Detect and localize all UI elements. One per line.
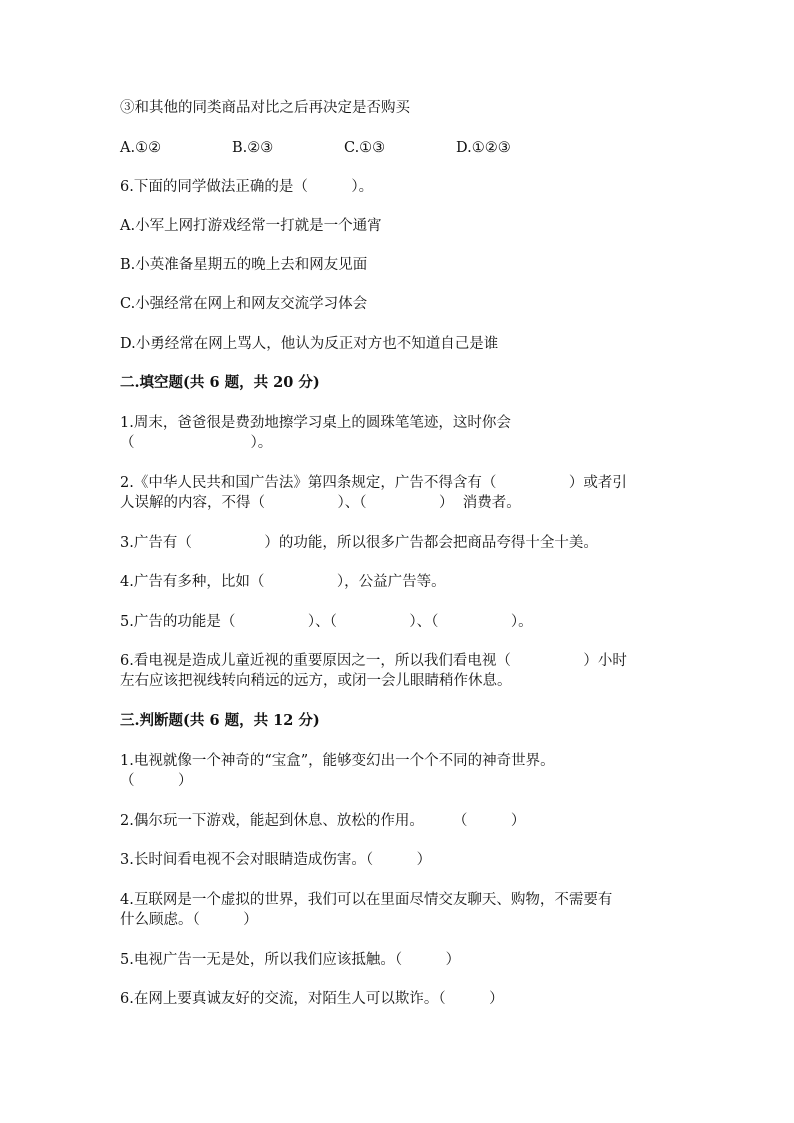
fill-blank-6-line1: 6.看电视是造成儿童近视的重要原因之一，所以我们看电视（ ）小时 — [120, 653, 627, 669]
fill-blank-2-line1: 2.《中华人民共和国广告法》第四条规定，广告不得含有（ ）或者引 — [120, 475, 627, 491]
q5-option-b: B.②③ — [232, 140, 274, 156]
q6-option-b: B.小英准备星期五的晚上去和网友见面 — [120, 257, 368, 273]
q5-option-statement-3: ③和其他的同类商品对比之后再决定是否购买 — [120, 100, 410, 116]
true-false-1-line1: 1.电视就像一个神奇的“宝盒”，能够变幻出一个个不同的神奇世界。 — [120, 753, 555, 769]
q5-option-c: C.①③ — [344, 140, 386, 156]
true-false-4-line1: 4.互联网是一个虚拟的世界，我们可以在里面尽情交友聊天、购物，不需要有 — [120, 892, 613, 908]
true-false-3: 3.长时间看电视不会对眼睛造成伤害。（ ） — [120, 852, 432, 868]
fill-blank-3: 3.广告有（ ）的功能，所以很多广告都会把商品夸得十全十美。 — [120, 535, 598, 551]
fill-blank-1-line1: 1.周末，爸爸很是费劲地擦学习桌上的圆珠笔笔迹，这时你会 — [120, 415, 511, 431]
true-false-2: 2.偶尔玩一下游戏，能起到休息、放松的作用。 （ ） — [120, 813, 526, 829]
section-2-heading: 二.填空题(共 6 题，共 20 分) — [120, 374, 320, 391]
fill-blank-6-line2: 左右应该把视线转向稍远的远方，或闭一会儿眼睛稍作休息。 — [120, 673, 512, 689]
true-false-6: 6.在网上要真诚友好的交流，对陌生人可以欺诈。（ ） — [120, 991, 504, 1007]
fill-blank-1-line2: （ ）。 — [120, 435, 273, 451]
true-false-4-line2: 什么顾虑。（ ） — [120, 912, 258, 928]
true-false-1-line2: （ ） — [120, 773, 193, 789]
q5-option-d: D.①②③ — [456, 140, 511, 156]
q6-option-a: A.小军上网打游戏经常一打就是一个通宵 — [120, 218, 382, 234]
fill-blank-2-line2: 人误解的内容，不得（ ）、（ ） 消费者。 — [120, 495, 521, 511]
true-false-5: 5.电视广告一无是处，所以我们应该抵触。（ ） — [120, 952, 461, 968]
section-3-heading: 三.判断题(共 6 题，共 12 分) — [120, 712, 320, 729]
q5-answer-options — [120, 138, 680, 158]
fill-blank-4: 4.广告有多种，比如（ ），公益广告等。 — [120, 574, 446, 590]
q6-option-c: C.小强经常在网上和网友交流学习体会 — [120, 296, 368, 312]
fill-blank-5: 5.广告的功能是（ ）、（ ）、（ ）。 — [120, 614, 533, 630]
q5-option-a: A.①② — [120, 140, 162, 156]
q6-stem: 6.下面的同学做法正确的是（ ）。 — [120, 179, 374, 195]
q6-option-d: D.小勇经常在网上骂人，他认为反正对方也不知道自己是谁 — [120, 336, 499, 352]
